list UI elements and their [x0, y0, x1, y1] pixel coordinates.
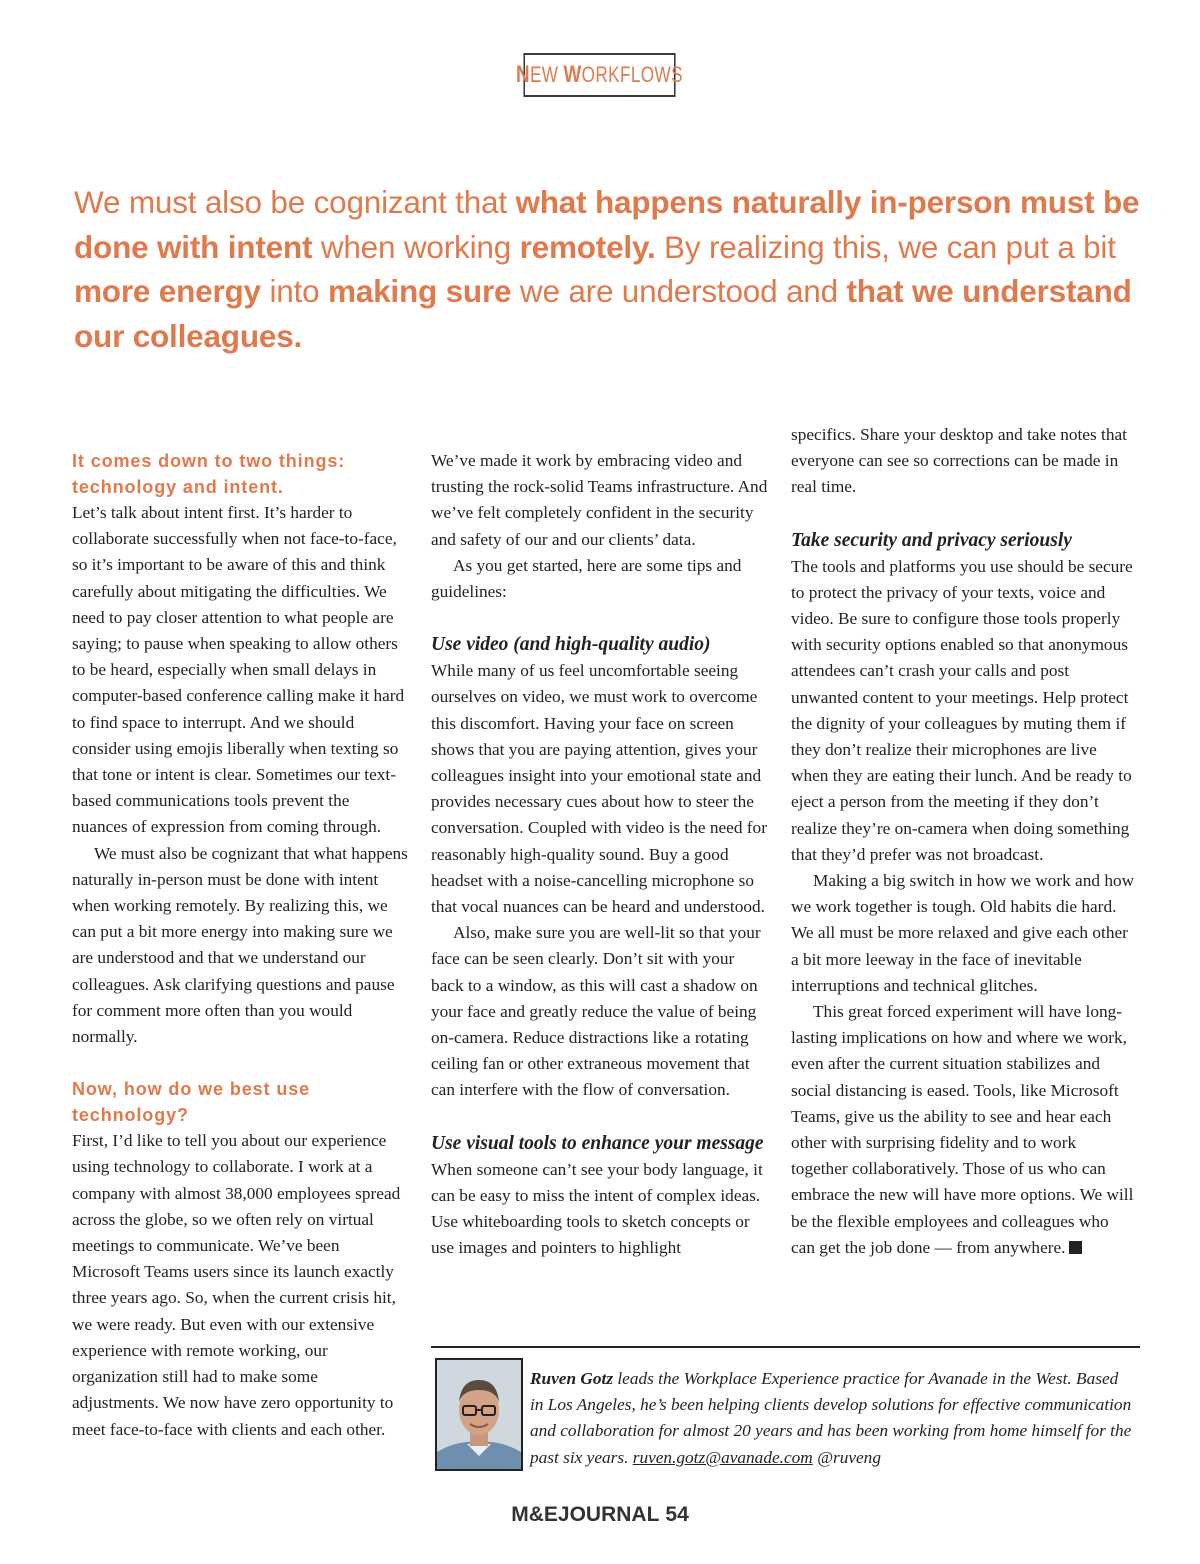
journal-name: M&EJOURNAL [511, 1503, 660, 1526]
page-footer [0, 1503, 1200, 1527]
divider [431, 1346, 1140, 1348]
section-tag: N EW W ORKFLOWS [523, 53, 675, 97]
paragraph: The tools and platforms you use should be secure to protect the privacy of your texts, voice and video. Be sure to configure those tools properly with security options enabled so that anonymous attendees can’t crash your calls and post unwanted content to your meetings. Help protect the dignity of your colleagues by muting them if they don’t realize their microphones are live when they are eating their lunch. And be ready to eject a person from the meeting if they don’t realize they’re on-camera when doing something that they’d prefer was not broadcast. [791, 556, 1133, 864]
paragraph: specifics. Share your desktop and take notes that everyone can see so corrections can be made in real time. [791, 425, 1127, 497]
author-photo [435, 1358, 523, 1471]
section-heading: Now, how do we best use technology? [72, 1079, 311, 1126]
subheading: Use visual tools to enhance your message [431, 1132, 764, 1154]
section-heading: It comes down to two things: technology and intent. [72, 451, 346, 497]
paragraph: As you get started, here are some tips and guidelines: [431, 555, 742, 602]
paragraph: While many of us feel uncomfortable seeing ourselves on video, we must work to overcome this discomfort. Having your face on screen shows that you are paying attention, gives your colleagues insight into your emotional state and provides necessary cues about how to steer the conversation. Coupled with video is the need for reasonably high-quality sound. Buy a good headset with a noise-cancelling microphone so that vocal nuances can be heard and understood. [431, 661, 767, 917]
author-email-link[interactable]: ruven.gotz@avanade.com [632, 1447, 813, 1467]
paragraph: We’ve made it work by embracing video and trusting the rock-solid Teams infrastructure. And we’ve felt completely confident in the security and safety of our and our clients’ data. [431, 451, 768, 549]
page-number: 54 [665, 1503, 689, 1526]
paragraph: Also, make sure you are well-lit so that your face can be seen clearly. Don’t sit with your back to a window, as this will cast a shadow on your face and greatly reduce the value of being on-camera. Reduce distractions like a rotating ceiling fan or other extraneous movement that can interfere with the flow of conversation. [431, 923, 761, 1100]
subheading: Take security and privacy seriously [791, 529, 1072, 551]
paragraph: Making a big switch in how we work and how we work together is tough. Old habits die hard. We all must be more relaxed and give each other a bit more leeway in the face of inevitable interruptions and technical glitches. [791, 871, 1135, 995]
article-column-1 [72, 448, 408, 1443]
author-portrait-icon [437, 1360, 521, 1469]
paragraph: This great forced experiment will have long-lasting implications on how and where we work, even after the current situation stabilizes and social distancing is eased. Tools, like Microsoft Teams, give us the ability to see and hear each other with surprising fidelity and to work together collaboratively. Those of us who can embrace the new will have more options. We will be the flexible employees and colleagues who can get the job done — from anywhere. [791, 1002, 1134, 1257]
pull-quote: We must also be cognizant that what happens naturally in-person must be done with intent when working remotely. By realizing this, we can put a bit more energy into making sure we are understood and that we understand our colleagues. [74, 184, 1140, 354]
paragraph: First, I’d like to tell you about our experience using technology to collaborate. I work at a company with almost 38,000 employees spread across the globe, so we often rely on virtual meetings to communicate. We’ve been Microsoft Teams users since its launch exactly three years ago. So, when the current crisis hit, we were ready. But even with our extensive experience with remote working, our organization still had to make some adjustments. We now have zero opportunity to meet face-to-face with clients and each other. [72, 1131, 401, 1439]
paragraph: When someone can’t see your body language, it can be easy to miss the intent of complex ideas. Use whiteboarding tools to sketch concepts or use images and pointers to highlight [431, 1159, 763, 1258]
end-mark-icon [1069, 1241, 1082, 1254]
article-column-2 [431, 448, 771, 1261]
paragraph: We must also be cognizant that what happens naturally in-person must be done with intent when working remotely. By realizing this, we can put a bit more energy into making sure we are understood and that we understand our colleagues. Ask clarifying questions and pause for comment more often than you would normally. [72, 843, 408, 1047]
paragraph: Let’s talk about intent first. It’s harder to collaborate successfully when not face-to-face, so it’s important to be aware of this and think carefully about mitigating the difficulties. We need to pay closer attention to what people are saying; to pause when speaking to allow others to be heard, especially when small delays in computer-based conference calling make it hard to find space to interrupt. And we should consider using emojis liberally when texting so that tone or intent is clear. Sometimes our text-based communications tools prevent the nuances of expression from coming through. [72, 503, 405, 837]
author-bio: Ruven Gotz leads the Workplace Experience practice for Avanade in the West. Based in Los Angeles, he’s been helping clients develop solutions for effective communication and collaboration for almost 20 years and has been working from home himself for the past six years. ruven.gotz@avanade.com @ruveng [530, 1369, 1132, 1467]
article-column-3 [791, 422, 1136, 1261]
subheading: Use video (and high-quality audio) [431, 634, 711, 656]
